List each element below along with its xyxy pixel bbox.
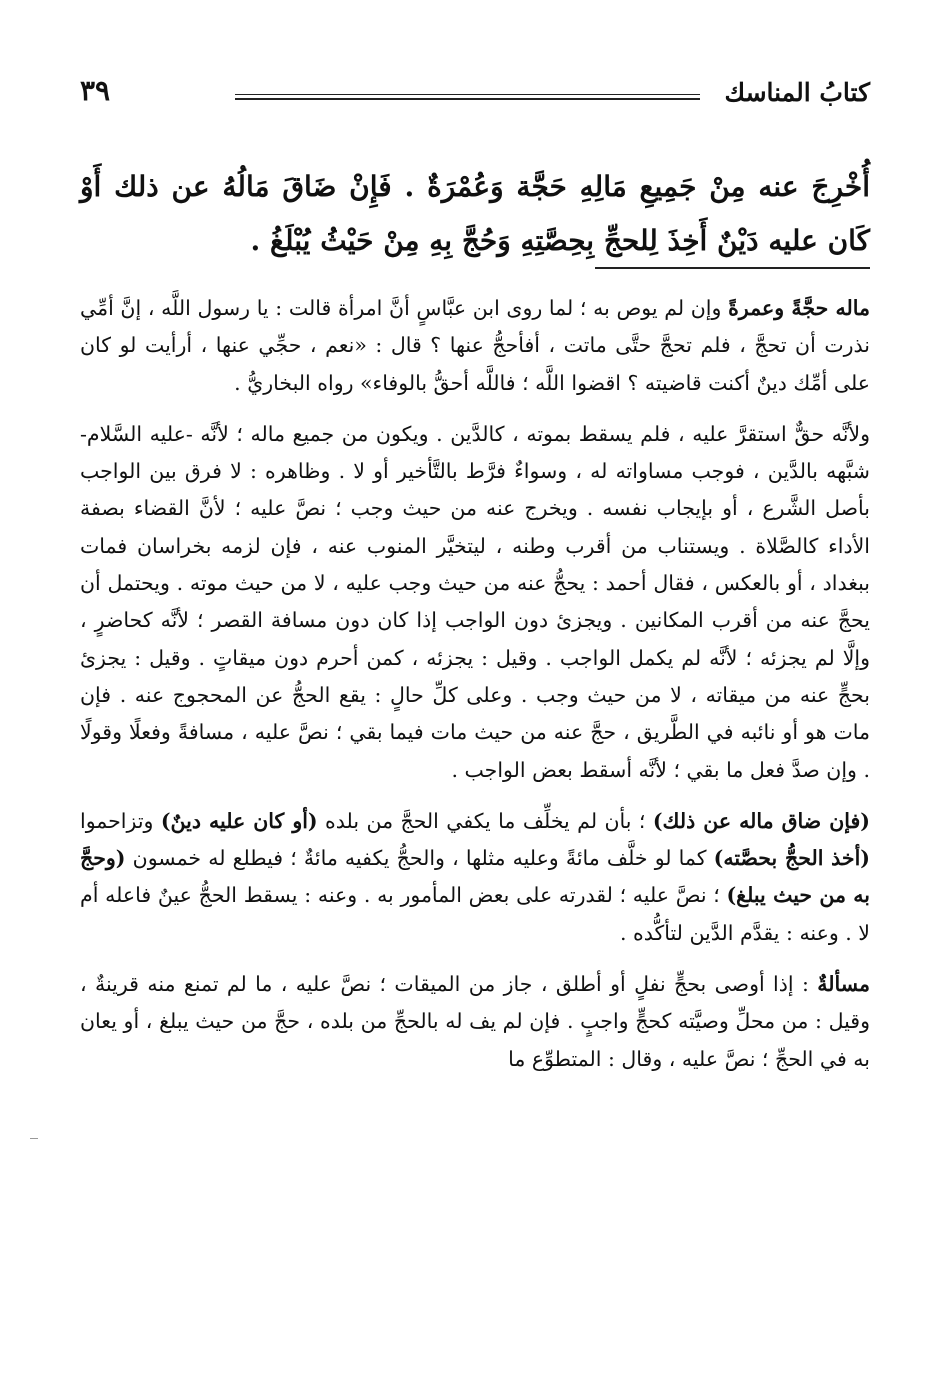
lemma: (وحجَّ به من حيث يبلغ) (80, 846, 870, 908)
commentary-paragraph-4 (80, 966, 870, 1078)
commentary-text: كما لو خلَّف مائةً وعليه مثلها ، والحجُّ يكفيه مائةٌ ؛ فيطلع له خمسون (125, 846, 714, 871)
commentary (80, 290, 870, 1092)
matn-separator-rule (595, 267, 870, 269)
header-rule (235, 94, 700, 95)
commentary-paragraph-2 (80, 416, 870, 789)
lemma: (فإن ضاق ماله عن ذلك) (652, 808, 870, 833)
matn-text: أُخْرِجَ عنه مِنْ جَمِيعِ مَالِهِ حَجَّة وَعُمْرَةٌ . فَإِنْ ضَاقَ مَالُهُ عن ذلك أَوْ كَان عليه دَيْنٌ أَخِذَ لِلحجِّ بِحِصَّتِهِ وَحُجَّ بِهِ مِنْ حَيْثُ يُبْلَغُ . (80, 170, 870, 257)
commentary-text: وإن لم يوص به ؛ لما روى ابن عبَّاسٍ أنَّ امرأة قالت : يا رسول اللَّه ، إنَّ أمِّي نذرت أن تحجَّ ، فلم تحجَّ حتَّى ماتت ، أفأحجُّ عنها ؟ قال : «نعم ، حجِّي عنها ، أرأيت لو كان على أمِّك دينٌ أكنت قاضيته ؟ اقضوا اللَّه ؛ فاللَّه أحقُّ بالوفاء» رواه البخاريُّ . (80, 296, 870, 395)
lemma: (أخذ الحجُّ بحصَّته) (713, 846, 870, 871)
lemma: ماله حجَّةً وعمرةً (728, 296, 871, 320)
commentary-paragraph-1 (80, 290, 870, 402)
commentary-text: ولأنَّه حقٌّ استقرَّ عليه ، فلم يسقط بموته ، كالدَّين . ويكون من جميع ماله ؛ لأنَّه -عليه السَّلام- شبَّهه بالدَّين ، فوجب مساواته له ، وسواءٌ فرَّط بالتَّأخير أو لا . وظاهره : لا فرق بين الواجب بأصل الشَّرع ، أو بإيجاب نفسه . ويخرج عنه من حيث وجب ؛ نصَّ عليه ؛ لأنَّ القضاء بصفة الأداء كالصَّلاة . ويستناب من أقرب وطنه ، ليتخيَّر المنوب عنه ، فإن لزمه بخراسان فمات ببغداد ، أو بالعكس ، فقال أحمد : يحجُّ عنه من حيث وجب عليه ، لا من حيث موته . ويحتمل أن يحجَّ عنه من أقرب المكانين . ويجزئ دون الواجب إذا كان دون مسافة القصر ؛ لأنَّه كحاضرٍ ، وإلَّا لم يجزئه ؛ لأنَّه لم يكمل الواجب . وقيل : يجزئه ، كمن أحرم دون ميقاتٍ . وقيل : يجزئ بحجٍّ عنه من ميقاته ، لا من حيث وجب . وعلى كلِّ حالٍ : يقع الحجُّ عن المحجوج عنه . فإن مات هو أو نائبه في الطَّريق ، حجَّ عنه من حيث مات فيما بقي ؛ نصَّ عليه ، مسافةً وفعلًا وقولًا . وإن صدَّ فعل ما بقي ؛ لأنَّه أسقط بعض الواجب . (80, 421, 870, 782)
page-number: ٣٩ (80, 74, 111, 107)
lemma: (أو كان عليه دينٌ) (160, 808, 318, 833)
book-title: كتابُ المناسك (724, 78, 870, 107)
margin-mark (30, 1138, 38, 1139)
commentary-text: ؛ نصَّ عليه ؛ لقدرته على بعض المأمور به . وعنه : يسقط الحجُّ عينٌ فاعله أم لا . وعنه : يقدَّم الدَّين لتأكُّده . (80, 883, 870, 945)
commentary-paragraph-3 (80, 803, 870, 952)
lemma: مسألةٌ (817, 972, 870, 997)
commentary-text: وتزاحموا (80, 808, 161, 833)
running-header (80, 74, 870, 118)
commentary-text: : إذا أوصى بحجٍّ نفلٍ أو أطلق ، جاز من الميقات ؛ نصَّ عليه ، ما لم تمنع منه قرينةٌ ، وقيل : من محلِّ وصيَّته كحجٍّ واجبٍ . فإن لم يف له بالحجِّ من بلده ، حجَّ من حيث يبلغ ، أو يعان به في الحجِّ ؛ نصَّ عليه ، وقال : المتطوِّع ما (80, 972, 870, 1071)
commentary-text: ؛ بأن لم يخلِّف ما يكفي الحجَّ من بلده (317, 808, 653, 833)
